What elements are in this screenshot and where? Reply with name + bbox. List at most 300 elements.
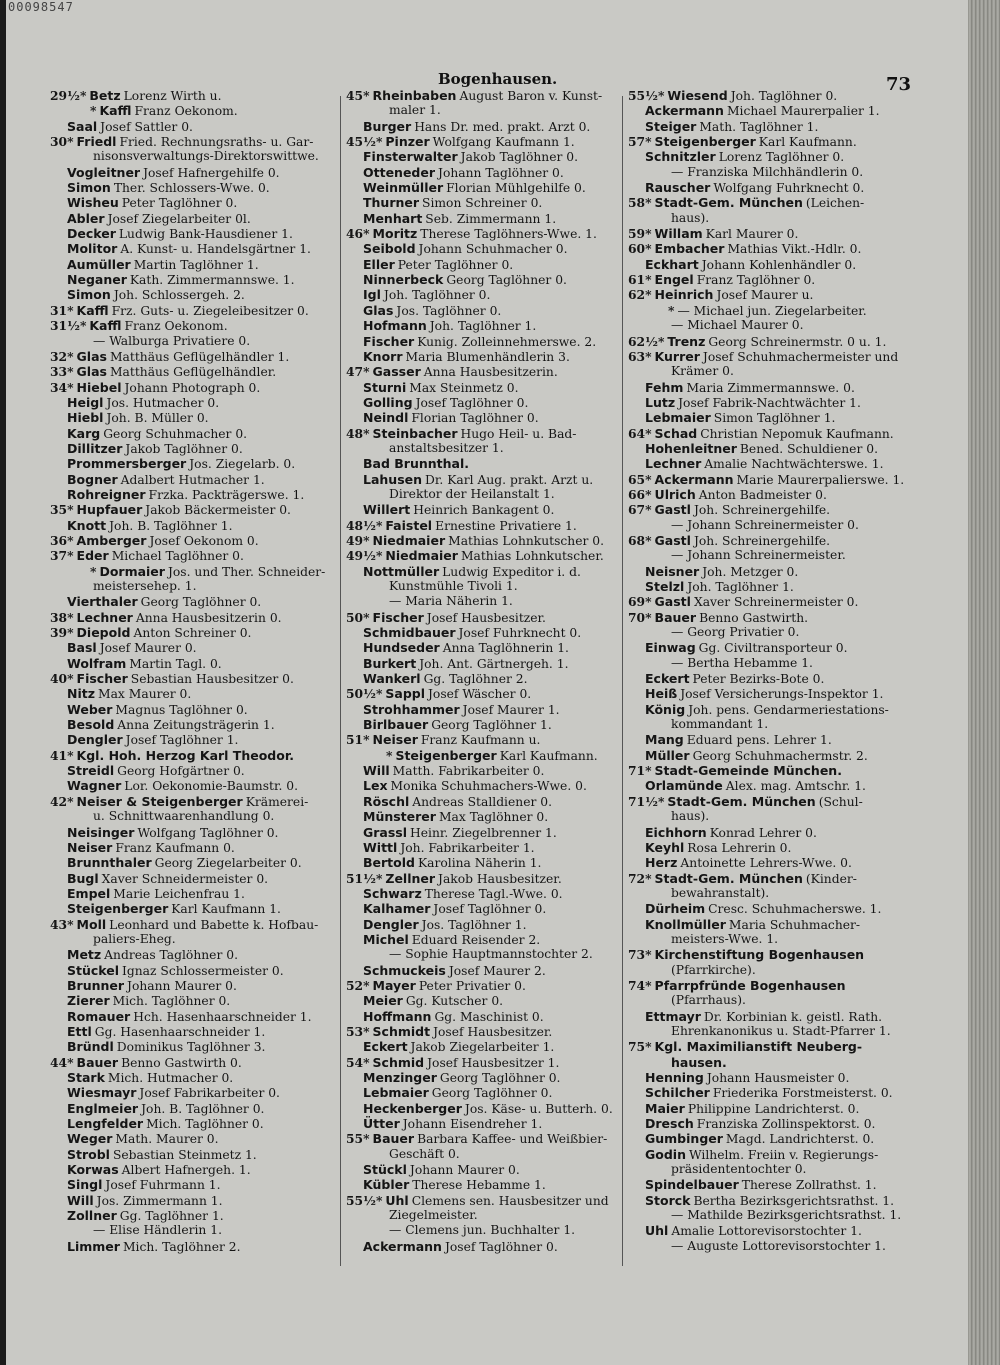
resident-details: Karolina Näherin 1.: [417, 856, 542, 871]
directory-entry: [346, 901, 628, 916]
resident-details: Joh. Schreinergehilfe.: [693, 533, 831, 548]
directory-entry: [628, 149, 918, 164]
house-number: 55½*: [628, 88, 665, 103]
resident-details: Matthäus Geflügelhändler.: [109, 365, 277, 380]
directory-entry: [628, 579, 918, 594]
resident-name: Stückl: [363, 1162, 407, 1178]
archive-stamp: 00098547: [8, 0, 74, 14]
resident-name: Otteneder: [363, 164, 436, 180]
directory-entry: [628, 993, 918, 1008]
resident-name: Michel: [363, 931, 409, 947]
directory-entry: [346, 1116, 628, 1131]
resident-details: Josef Wäscher 0.: [428, 687, 532, 702]
directory-entry: [346, 441, 628, 456]
directory-entry: [346, 748, 628, 763]
directory-entry: [628, 594, 918, 609]
page-edge: [968, 0, 1000, 1365]
resident-name: Engel: [654, 272, 694, 288]
directory-entry: [628, 763, 918, 778]
resident-details: Ehrenkanonikus u. Stadt-Pfarrer 1.: [671, 1023, 891, 1038]
directory-entry: [628, 1239, 918, 1254]
directory-entry: [628, 134, 918, 149]
resident-details: A. Kunst- u. Handelsgärtner 1.: [120, 242, 311, 257]
directory-entry: [628, 518, 918, 533]
resident-details: Maria Schuhmacher-: [728, 917, 861, 932]
resident-name: Niedmaier: [372, 532, 446, 548]
directory-entry: [628, 103, 918, 118]
resident-name: Eckert: [363, 1039, 408, 1055]
resident-name: Knott: [67, 517, 107, 533]
resident-name: Dresch: [645, 1116, 694, 1132]
directory-entry: [346, 195, 628, 210]
resident-details: Josef Versicherungs-Inspektor 1.: [680, 687, 884, 702]
house-number: 42*: [50, 793, 74, 809]
resident-details: Johann Maurer 0.: [127, 978, 237, 993]
resident-name: Ettl: [67, 1023, 92, 1039]
house-number: 33*: [50, 364, 74, 380]
resident-details: Dr. Karl Aug. prakt. Arzt u.: [425, 472, 594, 487]
resident-details: Josef Hausbesitzer.: [433, 1024, 553, 1039]
resident-details: Josef Maurer 2.: [448, 963, 546, 978]
directory-entry: [346, 518, 628, 533]
directory-entry: [346, 395, 628, 410]
resident-name: Hiebel: [76, 379, 122, 395]
house-number: 35*: [50, 502, 74, 518]
resident-details: Jos. Taglöhner 1.: [421, 917, 527, 932]
directory-entry: [628, 318, 918, 333]
directory-entry: [628, 901, 918, 916]
directory-entry: [628, 1039, 918, 1054]
directory-entry: [50, 226, 340, 241]
directory-entry: [50, 917, 340, 932]
resident-details: Joh. pens. Gendarmeriestations-: [688, 702, 889, 717]
resident-details: — Sophie Hauptmannstochter 2.: [389, 947, 593, 962]
house-number: 67*: [628, 502, 652, 518]
resident-details: Hans Dr. med. prakt. Arzt 0.: [414, 119, 591, 134]
directory-entry: [628, 395, 918, 410]
directory-entry: [628, 732, 918, 747]
directory-entry: [346, 871, 628, 886]
resident-details: Georg Schuhmachermstr. 2.: [692, 748, 868, 763]
resident-details: Anna Zeitungsträgerin 1.: [117, 718, 275, 733]
directory-entry: [346, 809, 628, 824]
house-number: 63*: [628, 348, 652, 364]
resident-details: Ludwig Bank-Hausdiener 1.: [118, 227, 293, 242]
directory-entry: [346, 1070, 628, 1085]
directory-entry: [628, 211, 918, 226]
directory-entry: [628, 625, 918, 640]
directory-entry: [628, 441, 918, 456]
directory-entry: [628, 180, 918, 195]
resident-details: Amalie Lottorevisorstochter 1.: [671, 1224, 862, 1239]
resident-name: Röschl: [363, 793, 410, 809]
resident-details: Joh. Taglöhner 0.: [383, 288, 491, 303]
directory-entry: [50, 1162, 340, 1177]
resident-name: Kalhamer: [363, 901, 431, 917]
resident-details: Joh. Metzger 0.: [702, 564, 799, 579]
directory-entry: [50, 1055, 340, 1070]
directory-entry: [628, 119, 918, 134]
directory-entry: [628, 1147, 918, 1162]
house-number: 47*: [346, 364, 370, 380]
resident-name: Einwag: [645, 640, 696, 656]
resident-details: Jos. Ziegelarb. 0.: [189, 457, 296, 472]
directory-entry: [628, 226, 918, 241]
resident-details: Joh. Schreinergehilfe.: [693, 503, 831, 518]
resident-name: Dürheim: [645, 901, 706, 917]
resident-details: Karl Kaufmann 1.: [171, 902, 281, 917]
resident-details: Georg Taglöhner 0.: [446, 273, 567, 288]
resident-name: Neindl: [363, 410, 409, 426]
house-number: 62*: [628, 287, 652, 303]
resident-name: Bugl: [67, 870, 99, 886]
resident-name: Neganer: [67, 272, 127, 288]
resident-details: Franz Oekonom.: [124, 319, 228, 334]
resident-details: Andreas Taglöhner 0.: [104, 948, 238, 963]
house-number: 37*: [50, 548, 74, 564]
resident-name: Basl: [67, 640, 97, 656]
directory-entry: [50, 303, 340, 318]
directory-entry: [50, 963, 340, 978]
resident-details: Peter Taglöhner 0.: [121, 196, 238, 211]
resident-name: Ulrich: [654, 486, 696, 502]
directory-entry: [628, 855, 918, 870]
resident-details: Karl Maurer 0.: [705, 227, 799, 242]
resident-name: Eckhart: [645, 256, 699, 272]
directory-entry: [346, 533, 628, 548]
directory-entry: [346, 456, 628, 471]
resident-details: Geschäft 0.: [389, 1146, 460, 1161]
resident-name: Schnitzler: [645, 149, 716, 165]
directory-entry: [628, 671, 918, 686]
resident-details: Michael Maurerpalier 1.: [726, 104, 880, 119]
directory-entry: [628, 1085, 918, 1100]
house-number: 49*: [346, 532, 370, 548]
directory-entry: [50, 1070, 340, 1085]
directory-entry: [346, 1223, 628, 1238]
resident-name: Bauer: [76, 1054, 119, 1070]
resident-details: Therese Taglöhners-Wwe. 1.: [420, 227, 597, 242]
directory-entry: [346, 1193, 628, 1208]
resident-name: Gastl: [654, 532, 691, 548]
directory-entry: [50, 640, 340, 655]
directory-entry: [628, 1177, 918, 1192]
directory-entry: [346, 149, 628, 164]
resident-details: Anton Badmeister 0.: [698, 487, 827, 502]
resident-name: Hiebl: [67, 410, 104, 426]
resident-details: Josef Maurer u.: [716, 288, 814, 303]
resident-details: Xaver Schreinermeister 0.: [693, 595, 859, 610]
house-number: 68*: [628, 532, 652, 548]
directory-entry: [628, 1024, 918, 1039]
directory-entry: [346, 226, 628, 241]
column-2: [346, 88, 628, 1254]
directory-entry: [50, 1024, 340, 1039]
directory-entry: [50, 871, 340, 886]
resident-name: Gastl: [654, 502, 691, 518]
directory-entry: [346, 380, 628, 395]
directory-entry: [628, 456, 918, 471]
house-number: 31*: [50, 302, 74, 318]
resident-details: Josef Schuhmachermeister und: [702, 349, 899, 364]
resident-name: Schad: [654, 425, 698, 441]
resident-name: Birlbauer: [363, 717, 429, 733]
directory-entry: [346, 548, 628, 563]
resident-name: Orlamünde: [645, 778, 723, 794]
directory-entry: [346, 472, 628, 487]
resident-name: Bauer: [372, 1131, 415, 1147]
resident-details: Gg. Taglöhner 2.: [423, 672, 528, 687]
resident-details: Gg. Kutscher 0.: [405, 994, 504, 1009]
directory-entry: [346, 88, 628, 103]
resident-name: Trenz: [667, 333, 706, 349]
resident-details: (Pfarrkirche).: [671, 962, 756, 977]
resident-details: Eduard pens. Lehrer 1.: [686, 733, 832, 748]
directory-entry: [50, 564, 340, 579]
resident-name: Lutz: [645, 394, 676, 410]
directory-entry: [50, 1208, 340, 1223]
resident-details: Math. Taglöhner 1.: [699, 119, 819, 134]
resident-details: Johann Photograph 0.: [124, 380, 261, 395]
resident-name: Hundseder: [363, 640, 440, 656]
resident-name: Willert: [363, 502, 411, 518]
directory-entry: [50, 840, 340, 855]
resident-details: Georg Schuhmacher 0.: [103, 426, 248, 441]
resident-details: Math. Maurer 0.: [115, 1132, 219, 1147]
directory-entry: [50, 671, 340, 686]
resident-details: Therese Hebamme 1.: [412, 1178, 546, 1193]
resident-details: Bened. Schuldiener 0.: [739, 441, 878, 456]
resident-name: Diepold: [76, 625, 131, 641]
resident-details: Mathias Lohnkutscher.: [460, 549, 604, 564]
directory-entry: [50, 1131, 340, 1146]
directory-entry: [50, 763, 340, 778]
resident-details: Konrad Lehrer 0.: [709, 825, 817, 840]
resident-name: Wolfram: [67, 655, 127, 671]
directory-entry: [346, 686, 628, 701]
directory-entry: [50, 732, 340, 747]
resident-details: Josef Maurer 1.: [462, 702, 560, 717]
resident-name: Neisinger: [67, 824, 135, 840]
resident-details: Albert Hafnergeh. 1.: [121, 1163, 251, 1178]
resident-details: Max Steinmetz 0.: [409, 380, 519, 395]
directory-entry: [50, 778, 340, 793]
resident-name: Heigl: [67, 394, 104, 410]
directory-entry: [50, 502, 340, 517]
resident-name: Willam: [654, 226, 703, 242]
directory-entry: [50, 1239, 340, 1254]
resident-details: Georg Ziegelarbeiter 0.: [154, 856, 302, 871]
directory-entry: [50, 794, 340, 809]
directory-entry: [50, 686, 340, 701]
resident-name: Romauer: [67, 1008, 131, 1024]
resident-details: Karl Kaufmann.: [758, 135, 857, 150]
resident-name: Vogleitner: [67, 164, 141, 180]
directory-entry: [628, 334, 918, 349]
directory-entry: [50, 180, 340, 195]
resident-details: Mathias Lohnkutscher 0.: [448, 533, 605, 548]
directory-entry: [50, 656, 340, 671]
resident-details: Jakob Hausbesitzer.: [438, 871, 562, 886]
resident-details: präsidententochter 0.: [671, 1162, 807, 1177]
resident-details: Jakob Ziegelarbeiter 1.: [410, 1040, 555, 1055]
directory-entry: [628, 947, 918, 962]
resident-name: Stark: [67, 1070, 105, 1085]
directory-entry: [628, 794, 918, 809]
resident-name: Gastl: [654, 594, 691, 610]
directory-entry: [346, 794, 628, 809]
directory-page: [6, 0, 972, 1365]
directory-entry: [50, 287, 340, 302]
resident-name: hausen.: [671, 1054, 727, 1070]
resident-details: Direktor der Heilanstalt 1.: [389, 486, 555, 501]
directory-entry: [50, 1085, 340, 1100]
resident-details: Seb. Zimmermann 1.: [425, 211, 557, 226]
directory-entry: [346, 502, 628, 517]
resident-details: Benno Gastwirth 0.: [121, 1055, 242, 1070]
resident-details: Andreas Stalldiener 0.: [412, 794, 552, 809]
resident-name: Wittl: [363, 839, 398, 855]
resident-name: Kurrer: [654, 348, 700, 364]
resident-details: Josef Oekonom 0.: [149, 533, 259, 548]
directory-entry: [346, 1085, 628, 1100]
resident-name: Hofmann: [363, 318, 427, 334]
resident-details: Josef Taglöhner 0.: [433, 902, 547, 917]
resident-name: Streidl: [67, 763, 115, 779]
directory-entry: [50, 487, 340, 502]
directory-entry: [628, 487, 918, 502]
resident-details: maler 1.: [389, 103, 441, 118]
house-number: 38*: [50, 609, 74, 625]
resident-details: Josef Maurer 0.: [99, 641, 197, 656]
directory-entry: [628, 1223, 918, 1238]
directory-entry: [628, 702, 918, 717]
resident-details: bewahranstalt).: [671, 885, 770, 900]
house-number: 50½*: [346, 686, 383, 702]
resident-details: Martin Tagl. 0.: [129, 656, 222, 671]
resident-name: Kgl. Hoh. Herzog Karl Theodor.: [76, 747, 294, 763]
resident-name: Menzinger: [363, 1070, 437, 1085]
resident-name: Zierer: [67, 993, 110, 1009]
resident-name: Bogner: [67, 471, 118, 487]
resident-name: Niedmaier: [385, 548, 458, 564]
directory-entry: [346, 1131, 628, 1146]
page-number: 73: [886, 74, 912, 95]
resident-details: Joh. Ant. Gärtnergeh. 1.: [419, 656, 569, 671]
resident-name: Korwas: [67, 1162, 119, 1178]
directory-entry: [346, 1024, 628, 1039]
directory-entry: [50, 257, 340, 272]
directory-entry: [628, 195, 918, 210]
resident-details: — Mathilde Bezirksgerichtsrathst. 1.: [671, 1208, 902, 1223]
resident-details: Kunstmühle Tivoli 1.: [389, 579, 518, 593]
directory-entry: [50, 1009, 340, 1024]
directory-entry: [628, 349, 918, 364]
resident-name: Faistel: [385, 517, 433, 533]
directory-entry: [50, 702, 340, 717]
resident-name: Meier: [363, 993, 403, 1009]
directory-entry: [346, 287, 628, 302]
directory-entry: [346, 241, 628, 256]
resident-name: Molitor: [67, 241, 118, 257]
house-number: 71½*: [628, 793, 665, 809]
resident-details: Wolfgang Kaufmann 1.: [432, 135, 575, 150]
directory-entry: [346, 640, 628, 655]
directory-entry: [50, 825, 340, 840]
resident-name: Rheinbaben: [372, 88, 457, 103]
resident-name: Vierthaler: [67, 594, 138, 610]
directory-entry: [628, 825, 918, 840]
resident-name: Zollner: [67, 1208, 117, 1224]
resident-details: Karl Kaufmann.: [499, 748, 598, 763]
resident-details: Anna Taglöhnerin 1.: [442, 641, 569, 656]
house-number: 41*: [50, 747, 74, 763]
resident-details: Kath. Zimmermannswe. 1.: [129, 273, 295, 288]
resident-details: Jos. Zimmermann 1.: [96, 1193, 223, 1208]
resident-details: Benno Gastwirth.: [699, 610, 809, 625]
resident-name: Nitz: [67, 686, 95, 702]
directory-entry: [628, 656, 918, 671]
resident-name: Godin: [645, 1146, 686, 1162]
resident-name: Burkert: [363, 655, 417, 671]
resident-details: Heinr. Ziegelbrenner 1.: [410, 825, 557, 840]
directory-entry: [346, 364, 628, 379]
resident-details: Johann Taglöhner 0.: [438, 165, 564, 180]
resident-name: Abler: [67, 210, 105, 226]
resident-details: Joh. Taglöhner 0.: [730, 89, 838, 103]
directory-entry: [50, 1177, 340, 1192]
directory-entry: [346, 825, 628, 840]
directory-entry: [50, 241, 340, 256]
directory-entry: [346, 778, 628, 793]
resident-name: Müller: [645, 747, 690, 763]
resident-details: Josef Fabrikarbeiter 0.: [139, 1086, 280, 1101]
directory-entry: [628, 410, 918, 425]
directory-entry: [346, 103, 628, 118]
house-number: 57*: [628, 134, 652, 150]
directory-entry: [346, 855, 628, 870]
directory-entry: [628, 564, 918, 579]
house-number: 58*: [628, 195, 652, 211]
directory-entry: [346, 1208, 628, 1223]
house-number: 70*: [628, 609, 652, 625]
resident-details: — Elise Händlerin 1.: [93, 1223, 222, 1238]
house-number: 46*: [346, 226, 370, 242]
directory-entry: [628, 364, 918, 379]
directory-entry: [628, 472, 918, 487]
house-number: 48*: [346, 425, 370, 441]
resident-name: Kaffl: [76, 302, 109, 318]
resident-name: Hoffmann: [363, 1008, 432, 1024]
directory-entry: [346, 840, 628, 855]
resident-name: Weger: [67, 1131, 113, 1147]
directory-entry: [346, 426, 628, 441]
directory-entry: [628, 272, 918, 287]
house-number: 45½*: [346, 134, 383, 150]
resident-details: Therese Zollrathst. 1.: [741, 1178, 877, 1193]
directory-entry: [346, 579, 628, 594]
house-number: 73*: [628, 947, 652, 963]
resident-details: Michael Taglöhner 0.: [111, 549, 244, 564]
resident-name: Dillitzer: [67, 440, 123, 456]
directory-entry: [346, 1039, 628, 1054]
resident-name: Betz: [89, 88, 121, 103]
resident-details: Mich. Taglöhner 0.: [112, 994, 231, 1009]
resident-details: Krämerei-: [245, 794, 309, 809]
directory-entry: [628, 1131, 918, 1146]
house-number: 51*: [346, 732, 370, 748]
column-3: [628, 88, 918, 1254]
